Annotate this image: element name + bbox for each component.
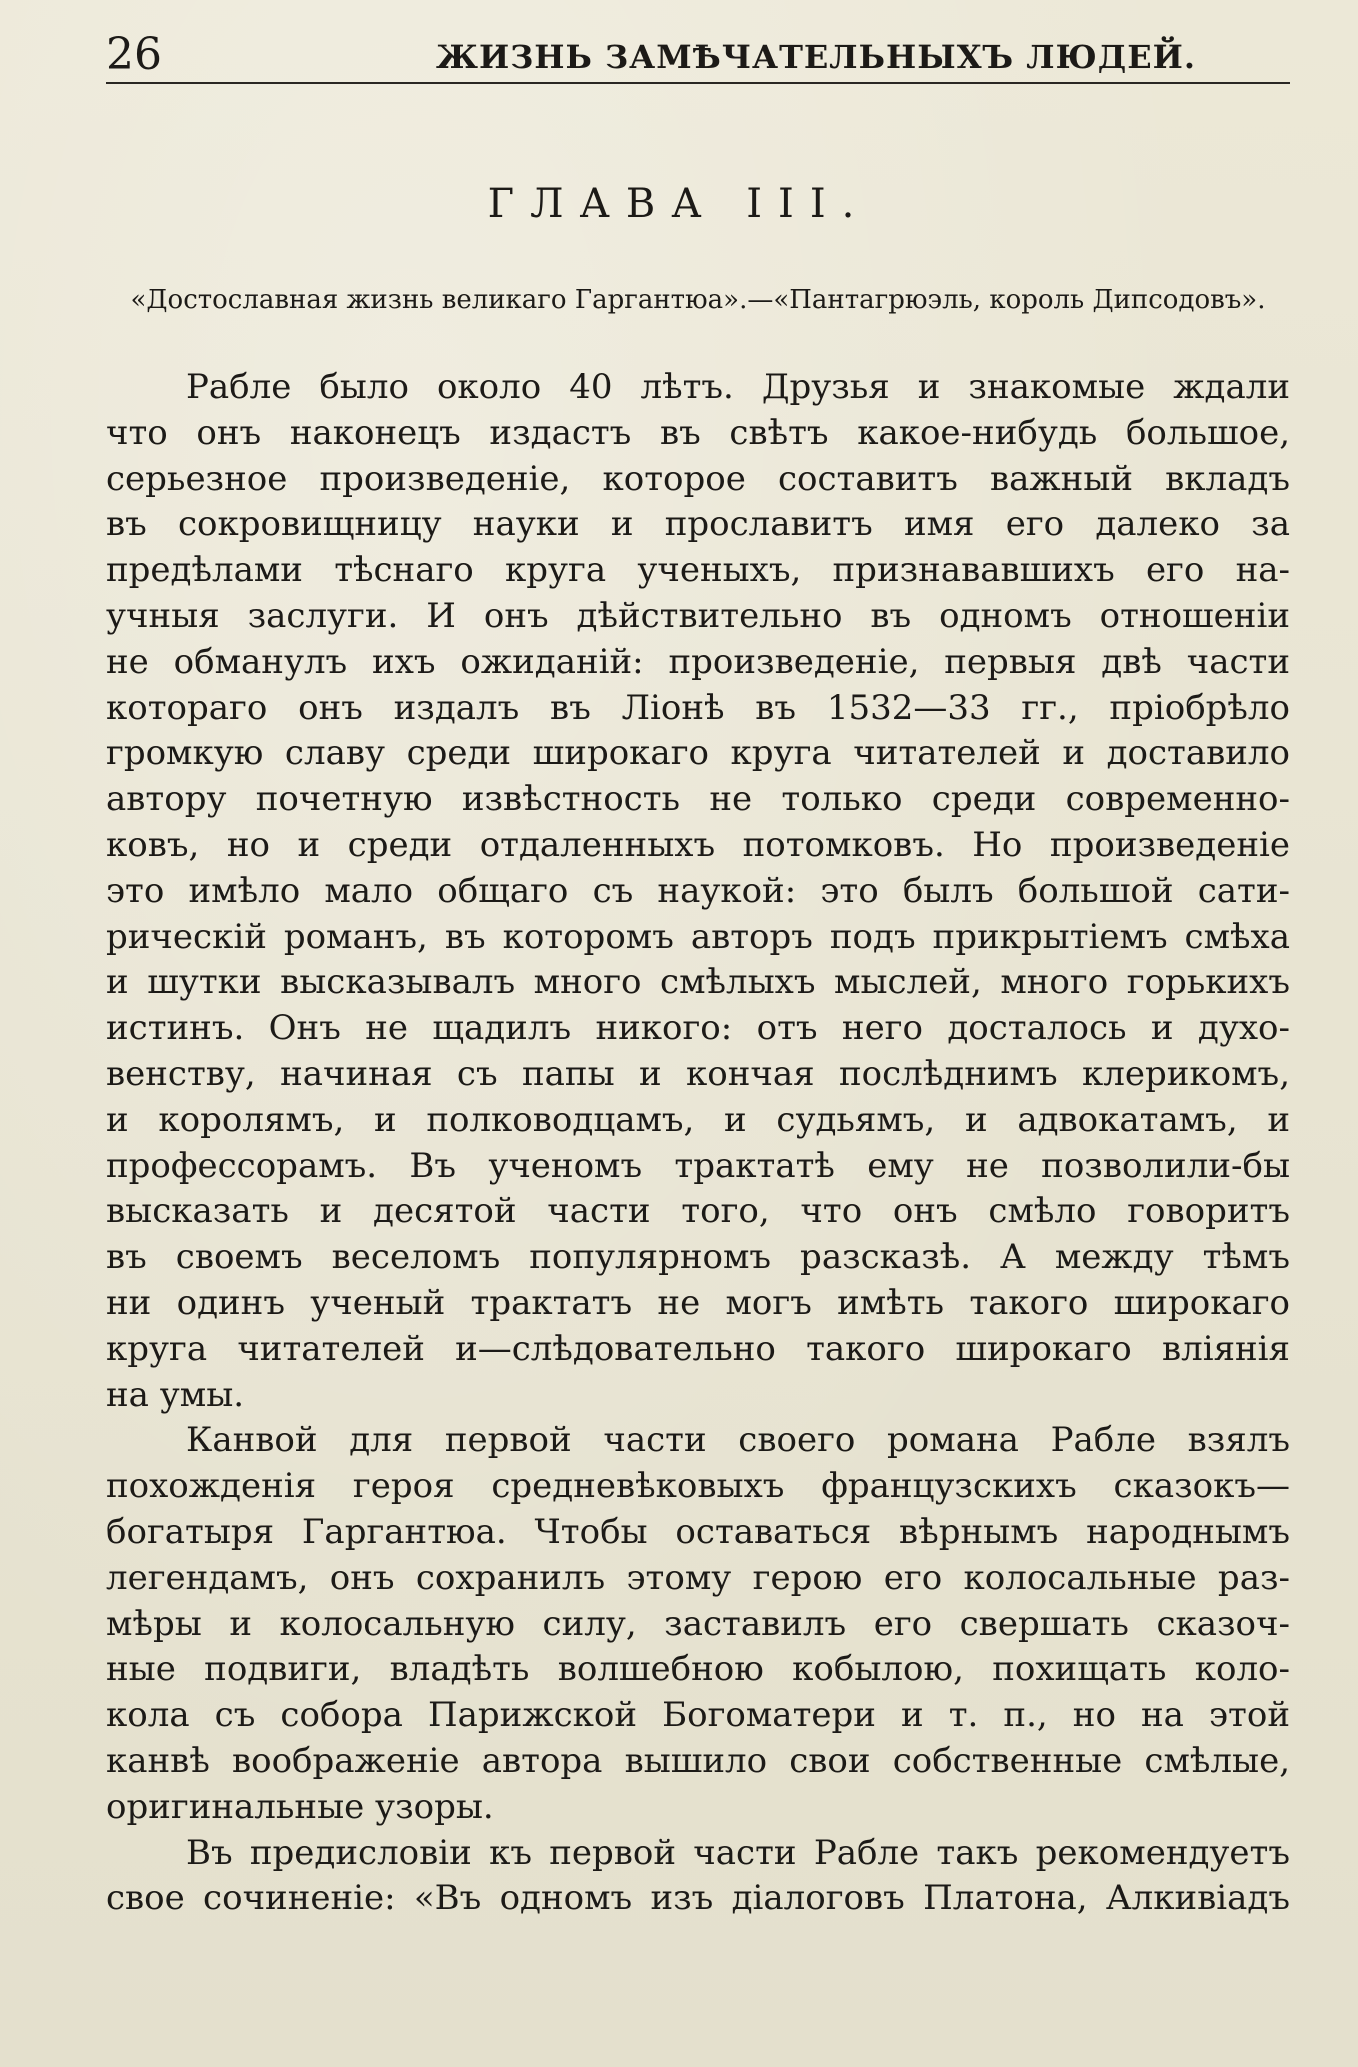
text-line: это имѣло мало общаго съ наукой: это былъ большой сати-	[106, 870, 1290, 911]
text-line: не обманулъ ихъ ожиданій: произведеніе, первыя двѣ части	[106, 641, 1290, 682]
text-line: высказать и десятой части того, что онъ смѣло говоритъ	[106, 1191, 1290, 1232]
text-line: богатыря Гаргантюа. Чтобы оставаться вѣрнымъ народнымъ	[106, 1511, 1290, 1552]
text-line: предѣлами тѣснаго круга ученыхъ, признававшихъ его на-	[106, 550, 1290, 591]
text-line: серьезное произведеніе, которое составитъ важный вкладъ	[106, 458, 1290, 499]
chapter-title: ГЛАВА III.	[487, 181, 871, 227]
running-head	[106, 30, 1290, 80]
text-line: учныя заслуги. И онъ дѣйствительно въ одномъ отношеніи	[106, 595, 1290, 636]
text-line: ковъ, но и среди отдаленныхъ потомковъ. Но произведеніе	[106, 824, 1290, 865]
text-line: мѣры и колосальную силу, заставилъ его свершать сказоч-	[106, 1603, 1290, 1644]
text-line: въ своемъ веселомъ популярномъ разсказѣ. А между тѣмъ	[106, 1237, 1290, 1278]
text-line: что онъ наконецъ издастъ въ свѣтъ какое-нибудь большое,	[106, 412, 1290, 453]
body-text	[106, 365, 1290, 1922]
text-line: Въ предисловіи къ первой части Рабле такъ рекомендуетъ	[186, 1832, 1290, 1873]
text-line: оригинальные узоры.	[106, 1786, 494, 1827]
text-line: ные подвиги, владѣть волшебною кобылою, похищать коло-	[106, 1649, 1290, 1690]
text-line: кола съ собора Парижской Богоматери и т. п., но на этой	[106, 1695, 1290, 1736]
text-line: котораго онъ издалъ въ Ліонѣ въ 1532—33 гг., пріобрѣло	[106, 687, 1290, 728]
text-line: рическій романъ, въ которомъ авторъ подъ прикрытіемъ смѣха	[106, 916, 1290, 957]
text-line: громкую славу среди широкаго круга читателей и доставило	[106, 733, 1290, 774]
text-line: круга читателей и—слѣдовательно такого широкаго вліянія	[106, 1328, 1290, 1369]
text-line: легендамъ, онъ сохранилъ этому герою его колосальные раз-	[106, 1557, 1290, 1598]
header-rule	[106, 82, 1290, 84]
text-line: похожденія героя средневѣковыхъ французскихъ сказокъ—	[106, 1466, 1290, 1507]
text-line: и королямъ, и полководцамъ, и судьямъ, и адвокатамъ, и	[106, 1099, 1290, 1140]
chapter-subtitle: «Достославная жизнь великаго Гаргантюа».—«Пантагрюэль, король Дипсодовъ».	[130, 285, 1266, 315]
text-line: свое сочиненіе: «Въ одномъ изъ діалоговъ Платона, Алкивіадъ	[106, 1878, 1290, 1919]
page-number: 26	[106, 29, 162, 80]
text-line: на умы.	[106, 1374, 245, 1415]
text-line: и шутки высказывалъ много смѣлыхъ мыслей, много горькихъ	[106, 962, 1290, 1003]
text-line: автору почетную извѣстность не только среди современно-	[106, 779, 1290, 820]
text-line: канвѣ воображеніе автора вышило свои собственные смѣлые,	[106, 1740, 1290, 1781]
text-line: Рабле было около 40 лѣтъ. Друзья и знакомые ждали	[186, 367, 1290, 407]
text-line: профессорамъ. Въ ученомъ трактатѣ ему не позволили-бы	[106, 1145, 1290, 1186]
running-title: ЖИЗНЬ ЗАМѢЧАТЕЛЬНЫХЪ ЛЮДЕЙ.	[436, 38, 1196, 76]
text-line: истинъ. Онъ не щадилъ никого: отъ него досталось и духо-	[106, 1008, 1290, 1049]
text-line: ни одинъ ученый трактатъ не могъ имѣть такого широкаго	[106, 1282, 1290, 1323]
text-line: въ сокровищницу науки и прославитъ имя его далеко за	[106, 504, 1290, 545]
text-line: Канвой для первой части своего романа Рабле взялъ	[186, 1420, 1290, 1461]
text-line: венству, начиная съ папы и кончая послѣднимъ клерикомъ,	[106, 1053, 1290, 1094]
